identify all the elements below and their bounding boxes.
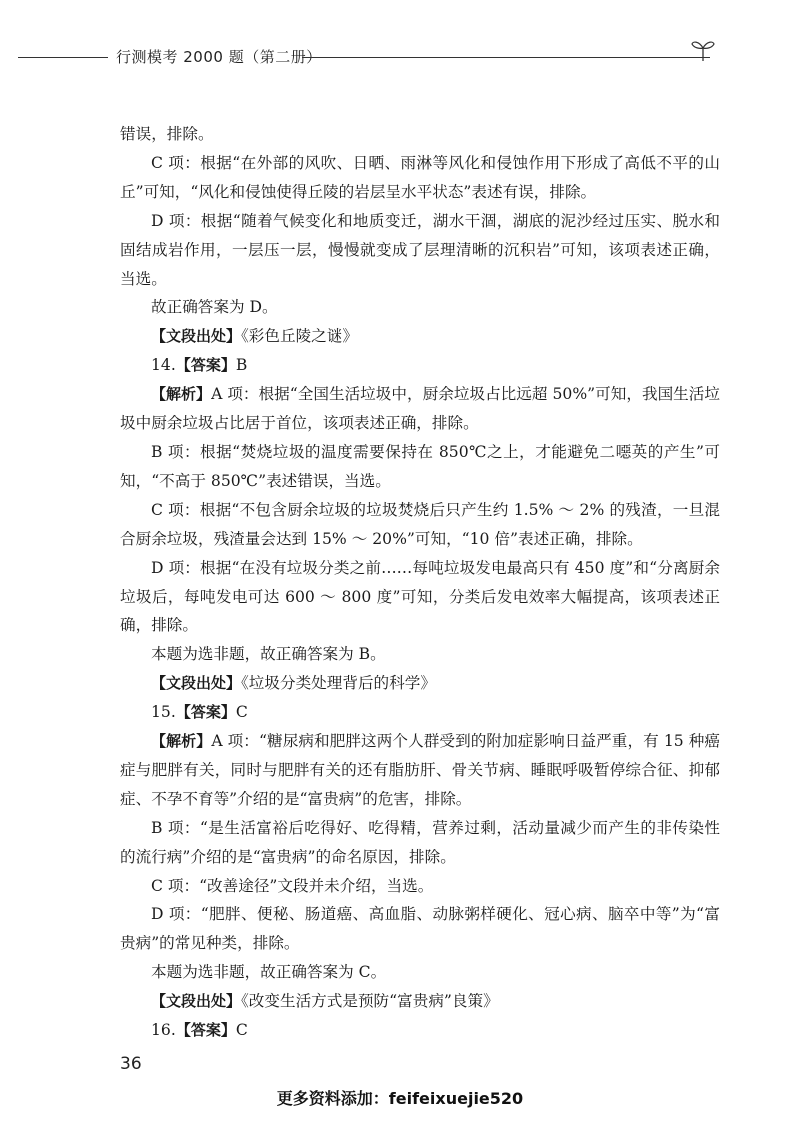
footer-note: 更多资料添加：feifeixuejie520 [276, 1089, 524, 1108]
body-paragraph: B 项：“是生活富裕后吃得好、吃得精，营养过剩，活动量减少而产生的非传染性的流行病”介绍的是“富贵病”的命名原因，排除。 [120, 818, 720, 866]
answer-value: C [235, 1021, 248, 1040]
answer-label: 【答案】 [175, 1021, 236, 1040]
analysis-paragraph [120, 380, 720, 438]
answer-value: C [235, 703, 248, 722]
section-label: 【解析】 [151, 732, 212, 751]
section-text: 《垃圾分类处理背后的科学》 [241, 674, 436, 693]
body-paragraph: C 项：根据“不包含厨余垃圾的垃圾焚烧后只产生约 1.5% ～ 2% 的残渣，一旦混合厨余垃圾，残渣量会达到 15% ～ 20%”可知，“10 倍”表述正确，排除。 [120, 500, 720, 548]
header-rule-right [302, 57, 710, 58]
question-number: 16. [151, 1021, 176, 1040]
source-paragraph [120, 669, 720, 698]
body-paragraph: B 项：根据“焚烧垃圾的温度需要保持在 850℃之上，才能避免二噁英的产生”可知，“不高于 850℃”表述错误，当选。 [120, 442, 720, 490]
section-label: 【文段出处】 [151, 992, 242, 1011]
sprout-icon [690, 38, 716, 62]
body-paragraph: 错误，排除。 [120, 125, 214, 143]
body-paragraph: 本题为选非题，故正确答案为 B。 [151, 645, 386, 664]
body-paragraph: C 项：根据“在外部的风吹、日晒、雨淋等风化和侵蚀作用下形成了高低不平的山丘”可知，“风化和侵蚀使得丘陵的岩层呈水平状态”表述有误，排除。 [120, 153, 720, 201]
source-paragraph [120, 987, 720, 1016]
analysis-paragraph [120, 727, 720, 814]
section-text: A 项：根据“全国生活垃圾中，厨余垃圾占比远超 50%”可知，我国生活垃圾中厨余垃圾占比居于首位，该项表述正确，排除。 [120, 385, 720, 433]
section-text: 《彩色丘陵之谜》 [241, 327, 358, 346]
body-paragraph: 故正确答案为 D。 [151, 298, 278, 317]
header-rule-left [18, 57, 108, 58]
page-number: 36 [120, 1054, 142, 1074]
answer-line [120, 1016, 720, 1045]
answer-label: 【答案】 [175, 356, 236, 375]
body-paragraph: 本题为选非题，故正确答案为 C。 [151, 963, 387, 982]
section-label: 【文段出处】 [151, 327, 242, 346]
body-paragraph: C 项：“改善途径”文段并未介绍，当选。 [151, 876, 434, 895]
section-label: 【文段出处】 [151, 674, 242, 693]
question-number: 14. [151, 356, 176, 375]
source-paragraph [120, 322, 720, 351]
running-header [0, 38, 800, 72]
answer-line [120, 698, 720, 727]
body-paragraph: D 项：“肥胖、便秘、肠道癌、高血脂、动脉粥样硬化、冠心病、脑卒中等”为“富贵病”的常见种类，排除。 [120, 905, 720, 953]
answer-value: B [235, 356, 248, 375]
body-paragraph: D 项：根据“随着气候变化和地质变迁，湖水干涸，湖底的泥沙经过压实、脱水和固结成岩作用，一层压一层，慢慢就变成了层理清晰的沉积岩”可知，该项表述正确，当选。 [120, 211, 720, 288]
question-number: 15. [151, 703, 176, 722]
answer-line [120, 351, 720, 380]
page-body [120, 120, 720, 1045]
answer-label: 【答案】 [175, 703, 236, 722]
section-text: 《改变生活方式是预防“富贵病”良策》 [241, 992, 499, 1011]
body-paragraph: D 项：根据“在没有垃圾分类之前……每吨垃圾发电最高只有 450 度”和“分离厨余垃圾后，每吨发电可达 600 ～ 800 度”可知，分类后发电效率大幅提高，该项表述正确，排除。 [120, 558, 720, 635]
book-title: 行测模考 2000 题（第二册） [116, 48, 322, 66]
section-label: 【解析】 [151, 385, 212, 404]
section-text: A 项：“糖尿病和肥胖这两个人群受到的附加症影响日益严重，有 15 种癌症与肥胖有关，同时与肥胖有关的还有脂肪肝、骨关节病、睡眠呼吸暂停综合征、抑郁症、不孕不育等”介绍的是“富贵病”的危害，排除。 [120, 732, 720, 808]
